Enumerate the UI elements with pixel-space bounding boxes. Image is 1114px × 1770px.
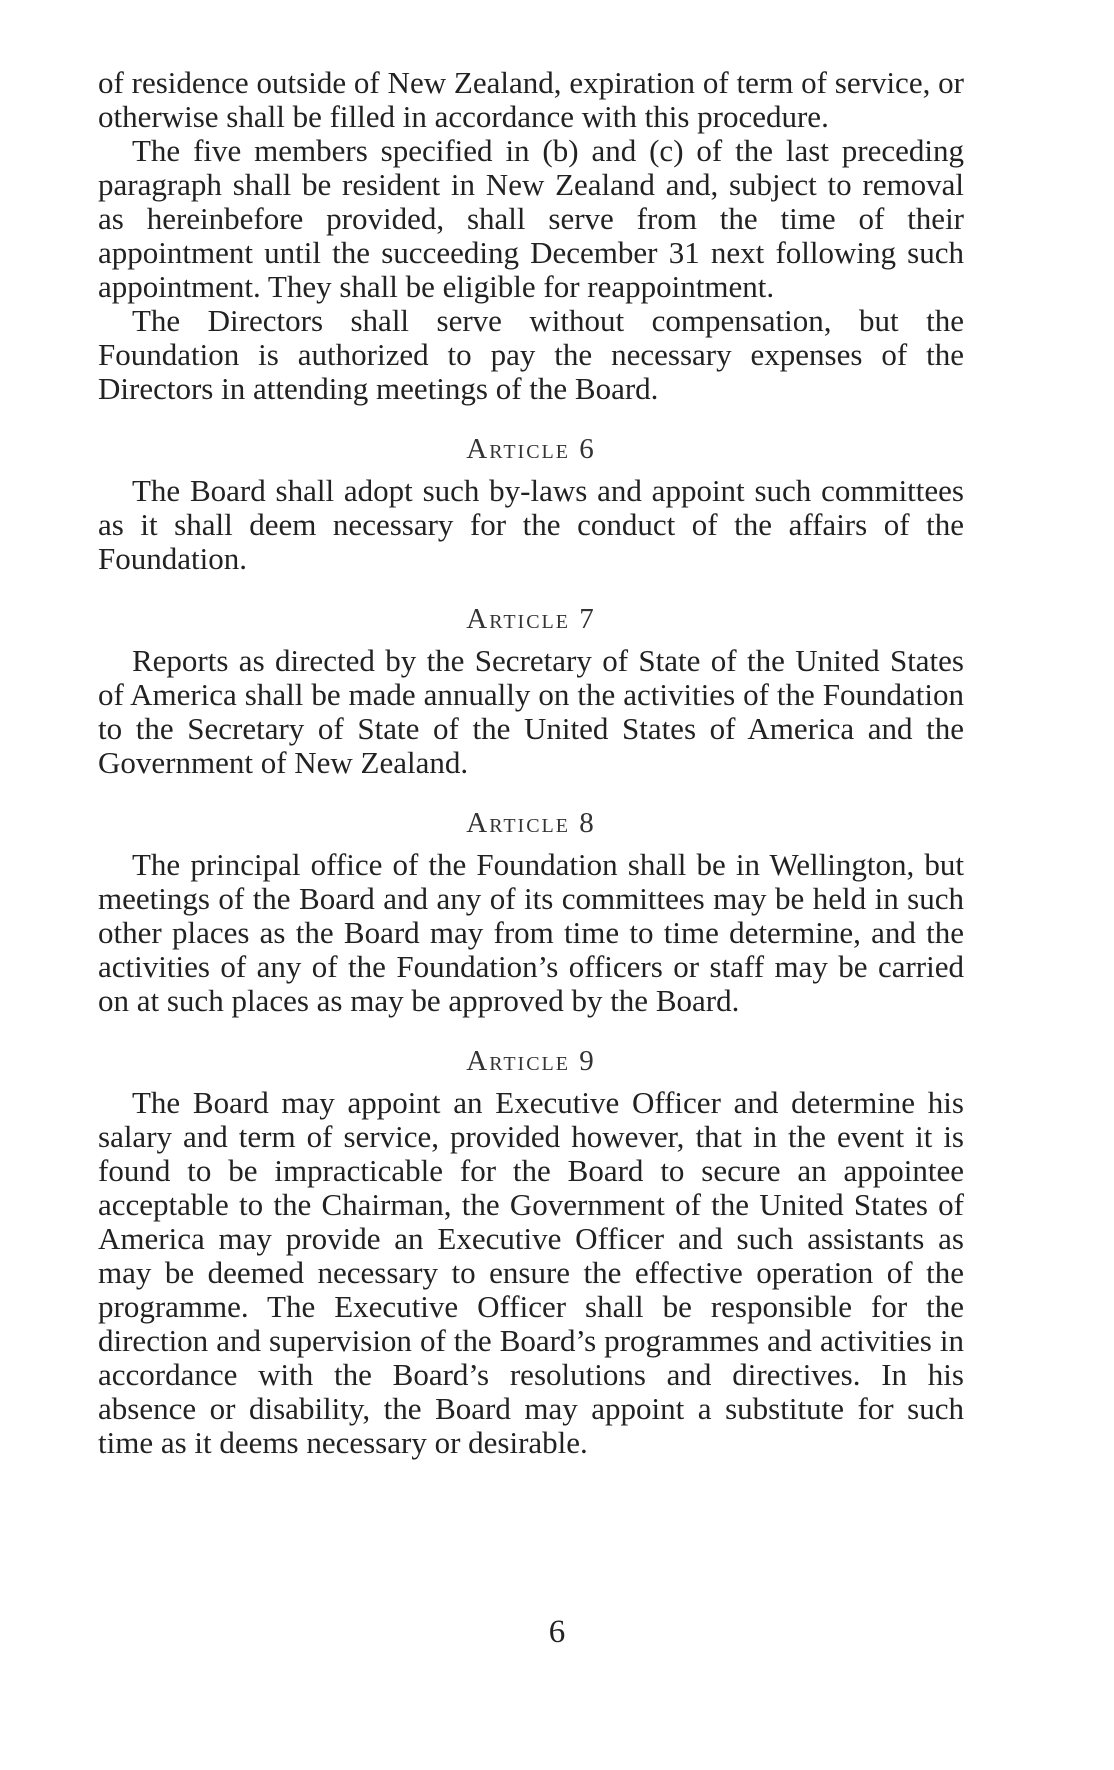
article-6-heading: Article 6 — [466, 433, 596, 465]
paragraph-member-residence: The five members specified in (b) and (c) of the last preceding paragraph shall be resident in New Zealand and, subject to removal as hereinbefore provided, shall serve from the time of their appointment until the succeeding December 31 next following such appointment. They shall be eligible for reappointment. — [98, 133, 964, 304]
article-9-heading: Article 9 — [466, 1045, 596, 1077]
paragraph-director-compensation: The Directors shall serve without compensation, but the Foundation is authorized to pay the necessary expenses of the Directors in attending meetings of the Board. — [98, 303, 964, 406]
article-7-heading: Article 7 — [466, 603, 596, 635]
article-6-paragraph: The Board shall adopt such by-laws and appoint such committees as it shall deem necessary for the conduct of the affairs of the Foundation. — [98, 473, 964, 576]
page-number: 6 — [548, 1614, 566, 1650]
paragraph-vacancy-procedure: of residence outside of New Zealand, expiration of term of service, or otherwise shall be filled in accordance with this procedure. — [98, 65, 964, 134]
article-8-paragraph: The principal office of the Foundation shall be in Wellington, but meetings of the Board and any of its committees may be held in such other places as the Board may from time to time determine, and the activities of any of the Foundation’s officers or staff may be carried on at such places as may be approved by the Board. — [98, 847, 964, 1018]
document-page — [98, 66, 964, 1460]
article-8-heading: Article 8 — [466, 807, 596, 839]
article-9-paragraph: The Board may appoint an Executive Officer and determine his salary and term of service, provided however, that in the event it is found to be impracticable for the Board to secure an appointee acceptable to the Chairman, the Government of the United States of America may provide an Executive Officer and such assistants as may be deemed necessary to ensure the effective operation of the programme. The Executive Officer shall be responsible for the direction and supervision of the Board’s programmes and activities in accordance with the Board’s resolutions and directives. In his absence or disability, the Board may appoint a substitute for such time as it deems necessary or desirable. — [98, 1085, 964, 1460]
article-7-paragraph: Reports as directed by the Secretary of State of the United States of America shall be made annually on the activities of the Foundation to the Secretary of State of the United States of America and the Government of New Zealand. — [98, 643, 964, 780]
